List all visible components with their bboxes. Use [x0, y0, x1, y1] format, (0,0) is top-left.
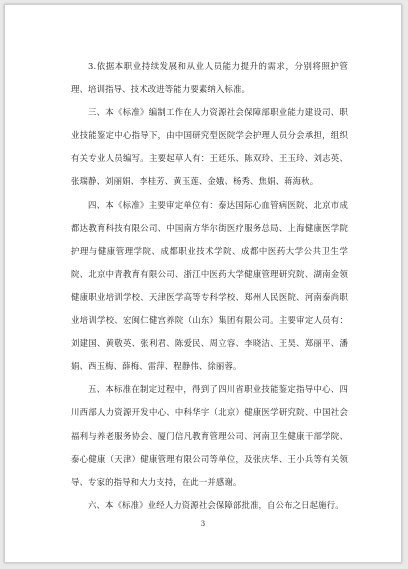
page-body [71, 55, 348, 517]
paragraph-drafting-team: 三、本《标准》编制工作在人力资源社会保障部职业能力建设司、职业技能鉴定中心指导下，由中国研究型医院学会护理人员分会承担，组织有关专业人员编写。主要起草人有：王廷乐、陈双玲、王玉玲、刘志英、张瑞静、刘丽娟、李桂芳、黄玉莲、金娥、杨秀、焦娟、蒋海秋。 [71, 107, 348, 187]
paragraph-capability-requirements: 3.依据本职业持续发展和从业人员能力提升的需求，分别将照护管理、培训指导、技术改进等能力要素纳入标准。 [71, 61, 348, 95]
paragraph-acknowledgements: 五、本标准在制定过程中，得到了四川省职业技能鉴定指导中心、四川西部人力资源开发中心、中科华宇（北京）健康医学研究院、中国社会福利与养老服务协会、厦门信凡教育管理公司、河南卫生健康干部学院、泰心健康（天津）健康管理有限公司等单位，及张庆华、王小兵等有关领导、专家的指导和大力支持，在此一并感谢。 [71, 384, 348, 487]
document-page [4, 4, 402, 563]
paragraph-effective-date: 六、本《标准》业经人力资源社会保障部批准，自公布之日起施行。 [88, 499, 344, 510]
paragraph-review-units: 四、本《标准》主要审定单位有：泰达国际心血管病医院、北京市成都达教育科技有限公司、中国南方华尔街医疗服务总局、上海健康医学院护理与健康管理学院、成都职业技术学院、成都中医药大学公共卫生学院、北京中青教育有限公司、浙江中医药大学健康管理研究院、湖南金领健康职业培训学校、天津医学高等专科学校、郑州人民医院、河南泰尚职业培训学校、宏闽仁健宫养院（山东）集团有限公司。主要审定人员有：刘建国、黄敬英、张利君、陈爱民、周立容、李晓洁、王昊、郑丽平、潘娟、西玉梅、薛梅、雷萍、程静伟、徐丽蓉。 [71, 199, 348, 372]
page-number: 3 [200, 520, 206, 528]
